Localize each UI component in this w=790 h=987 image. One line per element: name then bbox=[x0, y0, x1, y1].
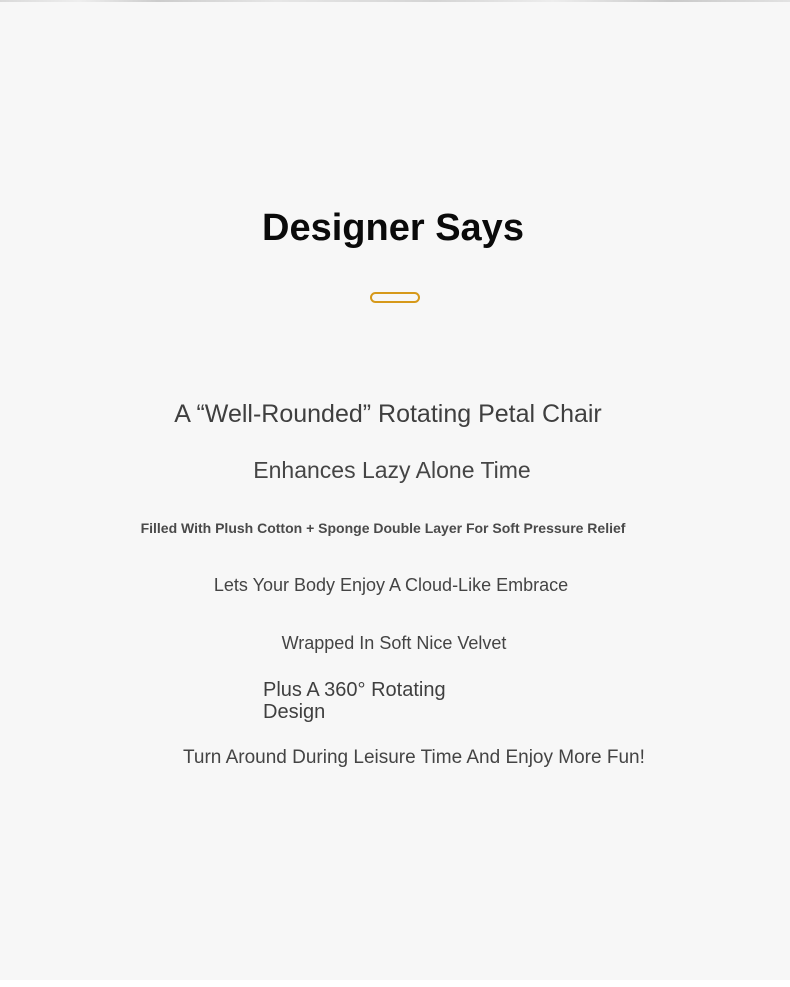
title-underline-accent bbox=[370, 292, 420, 303]
feature-line-rotating: Plus A 360° Rotating Design bbox=[263, 679, 446, 723]
feature-line-embrace: Lets Your Body Enjoy A Cloud-Like Embrace bbox=[213, 575, 569, 595]
feature-line-fun: Turn Around During Leisure Time And Enjoy More Fun! bbox=[183, 747, 645, 768]
headline-line: A “Well-Rounded” Rotating Petal Chair bbox=[174, 400, 602, 428]
subheadline-line: Enhances Lazy Alone Time bbox=[253, 457, 531, 483]
feature-line-filling: Filled With Plush Cotton + Sponge Double Layer For Soft Pressure Relief bbox=[140, 520, 626, 536]
section-title: Designer Says bbox=[262, 207, 524, 249]
top-image-edge bbox=[0, 0, 790, 2]
feature-line-velvet: Wrapped In Soft Nice Velvet bbox=[281, 633, 507, 653]
